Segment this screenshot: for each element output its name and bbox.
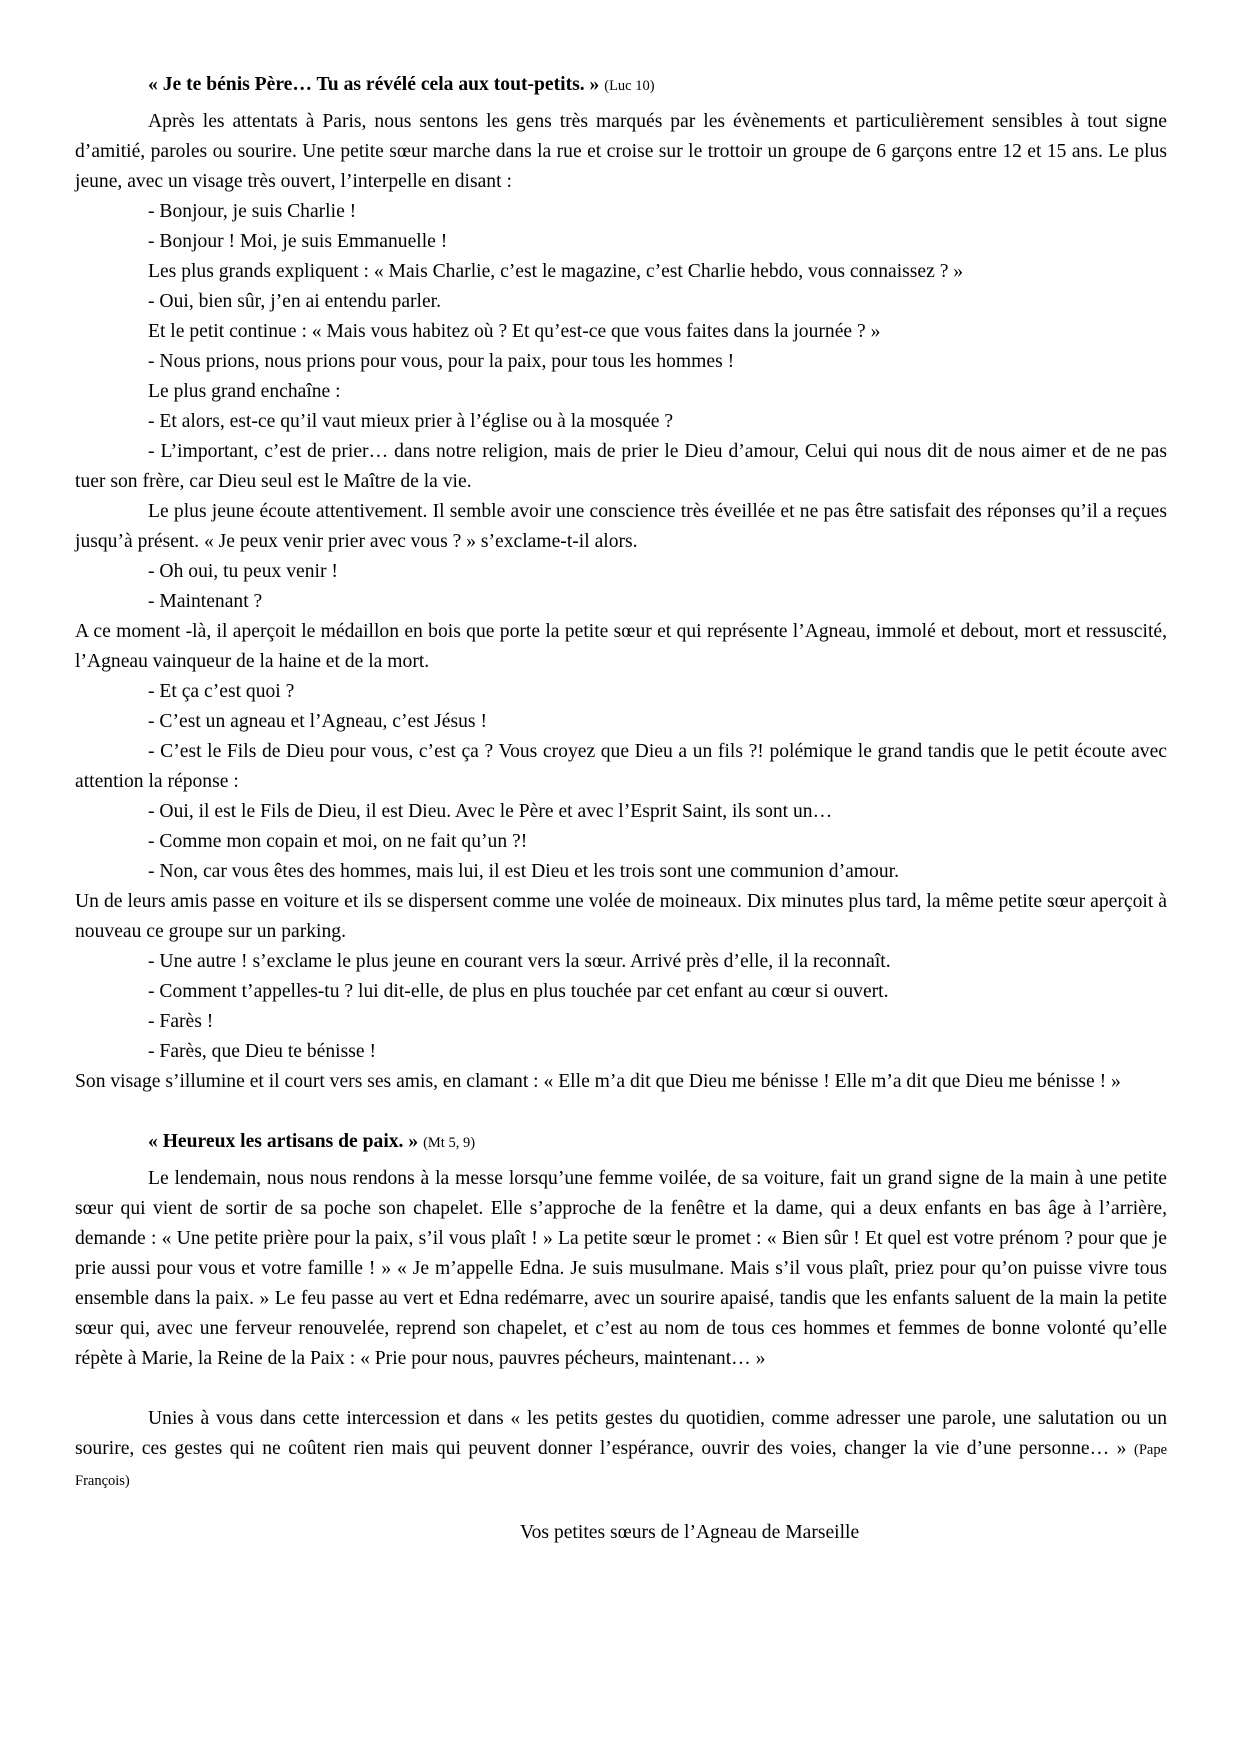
paragraph: - C’est le Fils de Dieu pour vous, c’est ça ? Vous croyez que Dieu a un fils ?! polémique le grand tandis que le petit écoute avec attention la réponse : [75,741,1167,792]
dialogue-line: - Et alors, est-ce qu’il vaut mieux prier à l’église ou à la mosquée ? [148,411,674,432]
section-2-title: « Heureux les artisans de paix. » [148,1131,419,1152]
section-1-title: « Je te bénis Père… Tu as révélé cela aux tout-petits. » [148,74,600,95]
paragraph: - L’important, c’est de prier… dans notre religion, mais de prier le Dieu d’amour, Celui qui nous dit de nous aimer et de ne pas tuer son frère, car Dieu seul est le Maître de la vie. [75,441,1167,492]
paragraph: Le lendemain, nous nous rendons à la messe lorsqu’une femme voilée, de sa voiture, fait un grand signe de la main à une petite sœur qui vient de sortir de sa poche son chapelet. Elle s’approche de la fenêtre et la dame, qui a deux enfants en bas âge à l’arrière, demande : « Une petite prière pour la paix, s’il vous plaît ! » La petite sœur le promet : « Bien sûr ! Et quel est votre prénom ? pour que je prie aussi pour vous et votre famille ! » « Je m’appelle Edna. Je suis musulmane. Mais s’il vous plaît, priez pour qu’on puisse vivre tous ensemble dans la paix. » Le feu passe au vert et Edna redémarre, avec un sourire apaisé, tandis que les enfants saluent de la main la petite sœur qui, avec une ferveur renouvelée, reprend son chapelet, et c’est au nom de tous ces hommes et femmes de bonne volonté qu’elle répète à Marie, la Reine de la Paix : « Prie pour nous, pauvres pécheurs, maintenant… » [75,1168,1167,1369]
dialogue-line: - Et ça c’est quoi ? [148,681,295,702]
closing-reference: (Pape François) [75,1442,1167,1489]
dialogue-line: - Maintenant ? [148,591,263,612]
dialogue-line: - Farès ! [148,1011,214,1032]
dialogue-line: - Oui, il est le Fils de Dieu, il est Dieu. Avec le Père et avec l’Esprit Saint, ils sont un… [148,801,833,822]
paragraph: A ce moment -là, il aperçoit le médaillon en bois que porte la petite sœur et qui représente l’Agneau, immolé et debout, mort et ressuscité, l’Agneau vainqueur de la haine et de la mort. [75,621,1167,672]
dialogue-line: - C’est un agneau et l’Agneau, c’est Jésus ! [148,711,487,732]
paragraph: Son visage s’illumine et il court vers ses amis, en clamant : « Elle m’a dit que Dieu me bénisse ! Elle m’a dit que Dieu me bénisse ! » [75,1071,1121,1092]
dialogue-line: - Non, car vous êtes des hommes, mais lui, il est Dieu et les trois sont une communion d’amour. [148,861,899,882]
dialogue-line: - Oui, bien sûr, j’en ai entendu parler. [148,291,442,312]
dialogue-line: Le plus grand enchaîne : [148,381,341,402]
dialogue-line: Et le petit continue : « Mais vous habitez où ? Et qu’est-ce que vous faites dans la journée ? » [148,321,881,342]
paragraph: Après les attentats à Paris, nous sentons les gens très marqués par les évènements et particulièrement sensibles à tout signe d’amitié, paroles ou sourire. Une petite sœur marche dans la rue et croise sur le trottoir un groupe de 6 garçons entre 12 et 15 ans. Le plus jeune, avec un visage très ouvert, l’interpelle en disant : [75,111,1167,192]
paragraph: Un de leurs amis passe en voiture et ils se dispersent comme une volée de moineaux. Dix minutes plus tard, la même petite sœur aperçoit à nouveau ce groupe sur un parking. [75,891,1167,942]
letter-page [75,70,1167,1548]
dialogue-line: - Bonjour, je suis Charlie ! [148,201,357,222]
paragraph: Le plus jeune écoute attentivement. Il semble avoir une conscience très éveillée et ne pas être satisfait des réponses qu’il a reçues jusqu’à présent. « Je peux venir prier avec vous ? » s’exclame-t-il alors. [75,501,1167,552]
dialogue-line: - Farès, que Dieu te bénisse ! [148,1041,376,1062]
dialogue-line: - Comme mon copain et moi, on ne fait qu’un ?! [148,831,528,852]
dialogue-line: - Une autre ! s’exclame le plus jeune en courant vers la sœur. Arrivé près d’elle, il la reconnaît. [148,951,891,972]
signature: Vos petites sœurs de l’Agneau de Marseille [520,1522,860,1543]
dialogue-line: Les plus grands expliquent : « Mais Charlie, c’est le magazine, c’est Charlie hebdo, vous connaissez ? » [148,261,964,282]
section-2-heading [75,1127,1167,1158]
section-1-heading [75,70,1167,101]
section-2-reference: (Mt 5, 9) [423,1135,476,1151]
closing-text: Unies à vous dans cette intercession et dans « les petits gestes du quotidien, comme adresser une parole, une salutation ou un sourire, ces gestes qui ne coûtent rien mais qui peuvent donner l’espérance, ouvrir des voies, changer la vie d’une personne… » [75,1408,1167,1459]
closing-paragraph [75,1404,1167,1496]
dialogue-line: - Oh oui, tu peux venir ! [148,561,338,582]
section-1-reference: (Luc 10) [604,78,655,94]
dialogue-line: - Nous prions, nous prions pour vous, pour la paix, pour tous les hommes ! [148,351,735,372]
dialogue-line: - Comment t’appelles-tu ? lui dit-elle, de plus en plus touchée par cet enfant au cœur si ouvert. [148,981,889,1002]
dialogue-line: - Bonjour ! Moi, je suis Emmanuelle ! [148,231,448,252]
